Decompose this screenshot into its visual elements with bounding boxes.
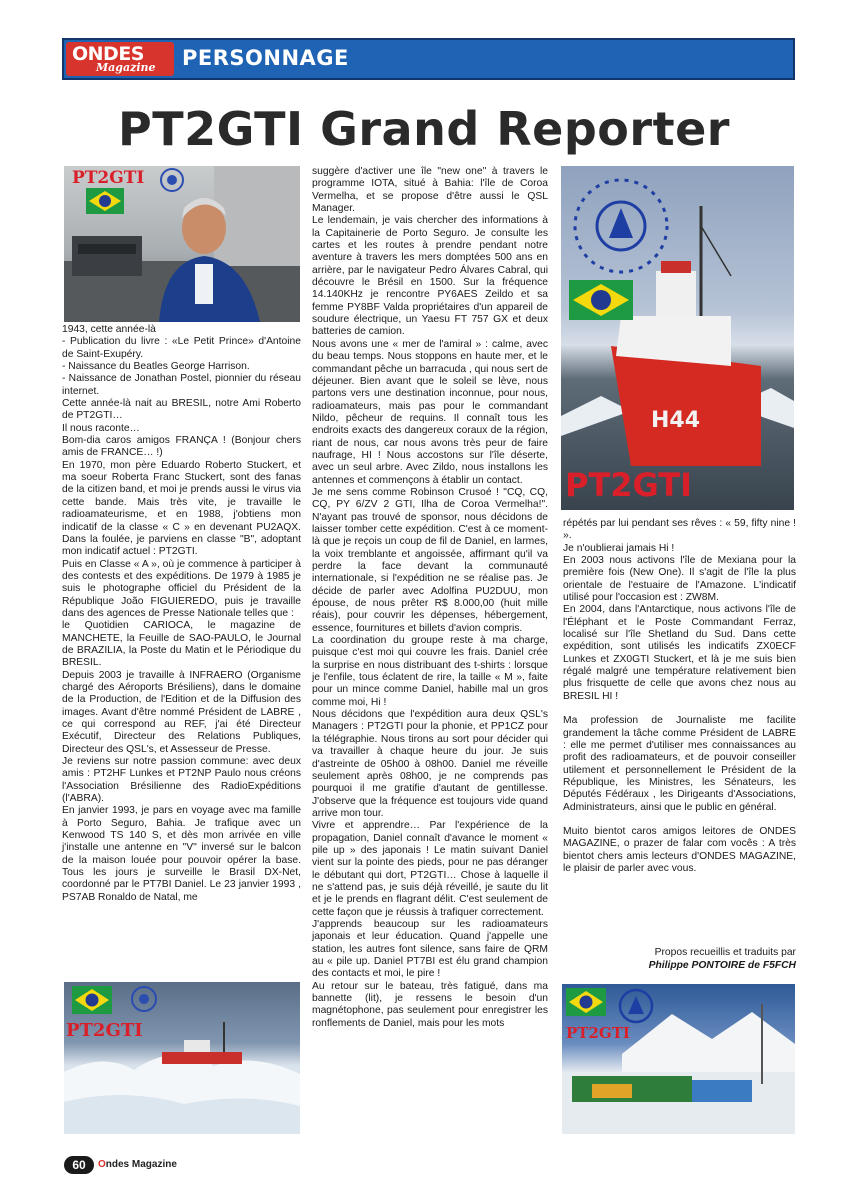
article-column-3 bbox=[563, 518, 796, 875]
footer-magazine-initial: O bbox=[98, 1159, 106, 1170]
paragraph: Puis en Classe « A », où je commence à participer à des contests et des expéditions. De 1979 à 1985 je suis le photographe officiel du Président de la République João FIGUIEREDO, puis je travaille dans des agences de Presse Nationale telles que : bbox=[62, 558, 301, 619]
paragraph: La coordination du groupe reste à ma charge, puisque c'est moi qui couvre les frais. Daniel crée la surprise en nous distribuant des t-shirts : lorsque je l'enfile, tous éclatent de rire, la taille « M », faite pour un mince comme Daniel, habille mal un gros comme moi, Hi ! bbox=[312, 635, 548, 708]
paragraph: Bom-dia caros amigos FRANÇA ! (Bonjour chers amis de FRANCE… !) bbox=[62, 435, 301, 459]
section-title: PERSONNAGE bbox=[182, 46, 349, 70]
paragraph: Le lendemain, je vais chercher des informations à la Capitainerie de Porto Seguro. Je consulte les cartes et les routes à prendre pendant notre aventure à travers les mers domptées 500 ans en arrière, par le navigateur Pedro Álvares Cabral, qui découvre le Brésil en 1500. Sur la fréquence 14.140KHz je rencontre PY6AES Zeildo et sa femme PY8BF Valda propriétaires d'un appareil de soudure électrique, un Yaesu FT 757 GX et deux batteries de camion. bbox=[312, 215, 548, 338]
ship-callsign: PT2GTI bbox=[565, 466, 692, 504]
article-title: PT2GTI Grand Reporter bbox=[118, 102, 730, 156]
paragraph: - Publication du livre : «Le Petit Prince» d'Antoine de Saint-Exupéry. bbox=[62, 336, 301, 360]
paragraph: Muito bientot caros amigos leitores de ONDES MAGAZINE, o prazer de falar com vocês : A très bientot chers amis lecteurs d'ONDES MAGAZINE, le plaisir de parler avec vous. bbox=[563, 825, 796, 874]
footer-magazine-name bbox=[98, 1159, 177, 1170]
ice-callsign: PT2GTI bbox=[66, 1020, 143, 1041]
logo-word-magazine: Magazine bbox=[96, 61, 156, 74]
paragraph: Au retour sur le bateau, très fatigué, dans ma bannette (lit), je ressens le besoin d'un magnétophone, pas seulement pour enregistrer les ronflements de Daniel, mais pour les mots bbox=[312, 980, 548, 1029]
paragraph: Il nous raconte… bbox=[62, 422, 140, 434]
ship-photo bbox=[561, 166, 794, 510]
paragraph: En 1970, mon père Eduardo Roberto Stuckert, et ma soeur Roberta Franc Stuckert, sont des fanas de la citizen band, et moi je prends aussi le virus via cette bande. Mais très vite, je travaille le radioamateurisme, et en 1988, j'obtiens mon indicatif de la classe « C » en devenant PU2AQX. Dans la foulée, je parviens en classe "B", adoptant mon indicatif actuel : PT2GTI. bbox=[62, 459, 301, 558]
article-credit bbox=[566, 946, 796, 972]
page-number: 60 bbox=[64, 1156, 94, 1174]
article-column-2 bbox=[312, 166, 548, 1030]
paragraph: Nous avons une « mer de l'amiral » : calme, avec du beau temps. Nous stoppons en haute mer, et le commandant pêche un barracuda , qui nous sert de déjeuner. Bien avant que le soleil se lève, nous partons vers une destination inconnue, pour nous, radioamateurs, mais pas pour le commandant Nildo, pêcheur de requins. Il connaît tous les endroits exacts des dangereux coraux de la région, riant de nous, car nous avons très peur de faire naufrage, HI ! Nous accostons sur l'île déserte, avec un seul arbre. Avec Zildo, nous installons les antennes et commençons à établir un contact. bbox=[312, 338, 548, 486]
paragraph: En janvier 1993, je pars en voyage avec ma famille à Porto Seguro, Bahia. Je trafique avec un Kenwood TS 140 S, et dès mon arrivée en ville j'installe une antenne en "V" inversé sur le balcon de la maison louée pour pouvoir opérer la base. Tous les jours je surveille le Brasil DX-Net, coordonné par le PT7BI Daniel. Le 23 janvier 1993 , PS7AB Ronaldo de Natal, me bbox=[62, 805, 301, 903]
paragraph-spacer bbox=[563, 814, 796, 826]
magazine-logo bbox=[66, 42, 174, 76]
paragraph: Vivre et apprendre… Par l'expérience de la propagation, Daniel connaît d'avance le moment « pile up » des japonais ! Le matin suivant Daniel vient sur la pointe des pieds, pour ne pas déranger le débutant qui dort, PT2GTI… Chose à laquelle il ne s'attend pas, je suis déjà réveillé, je saute du lit et je le prends en flagrant délit. C'est seulement de cette façon que je réussis à trafiquer correctement. bbox=[312, 820, 548, 918]
paragraph: Ma profession de Journaliste me facilite grandement la tâche comme Président de LABRE : elle me permet d'utiliser mes connaissances au profit des radioamateurs, et de pouvoir conseiller utilement et personnellement le Président de la République, les Ministres, les Sénateurs, les Députés Fédéraux , les Dirigeants d'Associations, Administrateurs, ainsi que le public en général. bbox=[563, 715, 796, 813]
paragraph-spacer bbox=[563, 703, 796, 715]
paragraph: 1943, cette année-là bbox=[62, 324, 156, 335]
paragraph: suggère d'activer une île "new one" à travers le programme IOTA, situé à Bahia: l'île de Coroa Vermelha, et se propose d'être aussi le QSL Manager. bbox=[312, 166, 548, 215]
section-header bbox=[62, 38, 795, 80]
paragraph: Je me sens comme Robinson Crusoé ! "CQ, CQ, CQ, PY 6/ZV 2 GTI, Ilha de Coroa Vermelha!". N'ayant pas trouvé de sponsor, nous décidons de laisser tomber cette expédition. C'est à ce moment-là que je reçois un coup de fil de Daniel, en larmes, la voix tremblante et angoissée, affirmant qu'il va perdre la face devant la communauté internationale, si l'expédition ne se réalise pas. Je décide de parler avec Adolfina PU2DUU, mon épouse, de nous prêter R$ 8.000,00 (huit mille réais), pour couvrir les dépenses, hébergement, essence, fournitures et billets d'avion compris. bbox=[312, 486, 548, 634]
paragraph: En 2003 nous activons l'île de Mexiana pour la première fois (New One). Il s'agit de l'île la plus orientale de l'estuaire de l'Amazone. L'indicatif utilisé pour l'occasion est : ZW8M. bbox=[563, 555, 796, 604]
paragraph: En 2004, dans l'Antarctique, nous activons l'île de l'Éléphant et le Poste Commandant Ferraz, localisé sur l'île Shetland du Sud. Dans cette expédition, sont utilisés les indicatifs ZX0ECF Lunkes et ZX0GTI Stuckert, et là je me suis bien régalé malgré une température relativement bien plus frisquette de celle que avons chez nous au BRESIL HI ! bbox=[563, 604, 796, 702]
paragraph: - Naissance de Jonathan Postel, pionnier du réseau internet. bbox=[62, 373, 301, 397]
portrait-callsign: PT2GTI bbox=[72, 168, 145, 188]
ice-ship-photo bbox=[64, 982, 300, 1134]
portrait-photo bbox=[64, 166, 300, 322]
paragraph: - Naissance du Beatles George Harrison. bbox=[62, 361, 250, 373]
paragraph: le Quotidien CARIOCA, le magazine de MANCHETE, la Feuille de SAO-PAULO, le Journal de BRAZILIA, la Poste du Matin et le Périodique du BRESIL. bbox=[62, 620, 301, 669]
paragraph: Nous décidons que l'expédition aura deux QSL's Managers : PT2GTI pour la phonie, et PP1CZ pour la télégraphie. Nous tirons au sort pour décider qui va travailler à chaque heure du jour. Je suis d'astreinte de 05h00 à 08h00. Daniel me réveille seulement après 08h00, je ne comprends pas pourquoi il me gratifie d'autant de gentillesse. J'observe que la fréquence est toujours vide quand arrive mon tour. bbox=[312, 709, 548, 819]
footer-magazine-rest: ndes Magazine bbox=[105, 1159, 177, 1170]
paragraph: Je n'oublierai jamais Hi ! bbox=[563, 542, 675, 554]
antarctic-base-photo bbox=[562, 984, 795, 1134]
ship-hull-number: H44 bbox=[651, 408, 701, 433]
paragraph: Je reviens sur notre passion commune: avec deux amis : PT2HF Lunkes et PT2NP Paulo nous créons l'Association Brésilienne des RadioExpéditions (l'ABRA). bbox=[62, 756, 301, 805]
credit-intro: Propos recueillis et traduits par bbox=[654, 947, 796, 958]
paragraph: J'apprends beaucoup sur les radioamateurs japonais et leur éducation. Quand j'appelle une station, les autres font silence, sans faire de QRM au « pile up. Daniel PT7BI est élu grand champion des contacts et moi, le pire ! bbox=[312, 918, 548, 980]
paragraph: Depuis 2003 je travaille à INFRAERO (Organisme chargé des Aéroports Brésiliens), dans le domaine de la Production, de l'Edition et de la Diffusion des images. Avant d'être nommé Président de LABRE , ce qui correspond au REF, j'ai été Directeur Exécutif, Directeur des Relations Publiques, Directeur des QSL's, et Assesseur de Presse. bbox=[62, 669, 301, 755]
paragraph: répétés par lui pendant ses rêves : « 59, fifty nine ! ». bbox=[563, 518, 796, 542]
credit-author: Philippe PONTOIRE de F5FCH bbox=[648, 960, 796, 971]
logo-word-ondes: ONDES bbox=[72, 43, 144, 65]
paragraph: Cette année-là nait au BRESIL, notre Ami Roberto de PT2GTI… bbox=[62, 398, 301, 422]
base-callsign: PT2GTI bbox=[566, 1024, 630, 1042]
article-column-1 bbox=[62, 324, 301, 904]
